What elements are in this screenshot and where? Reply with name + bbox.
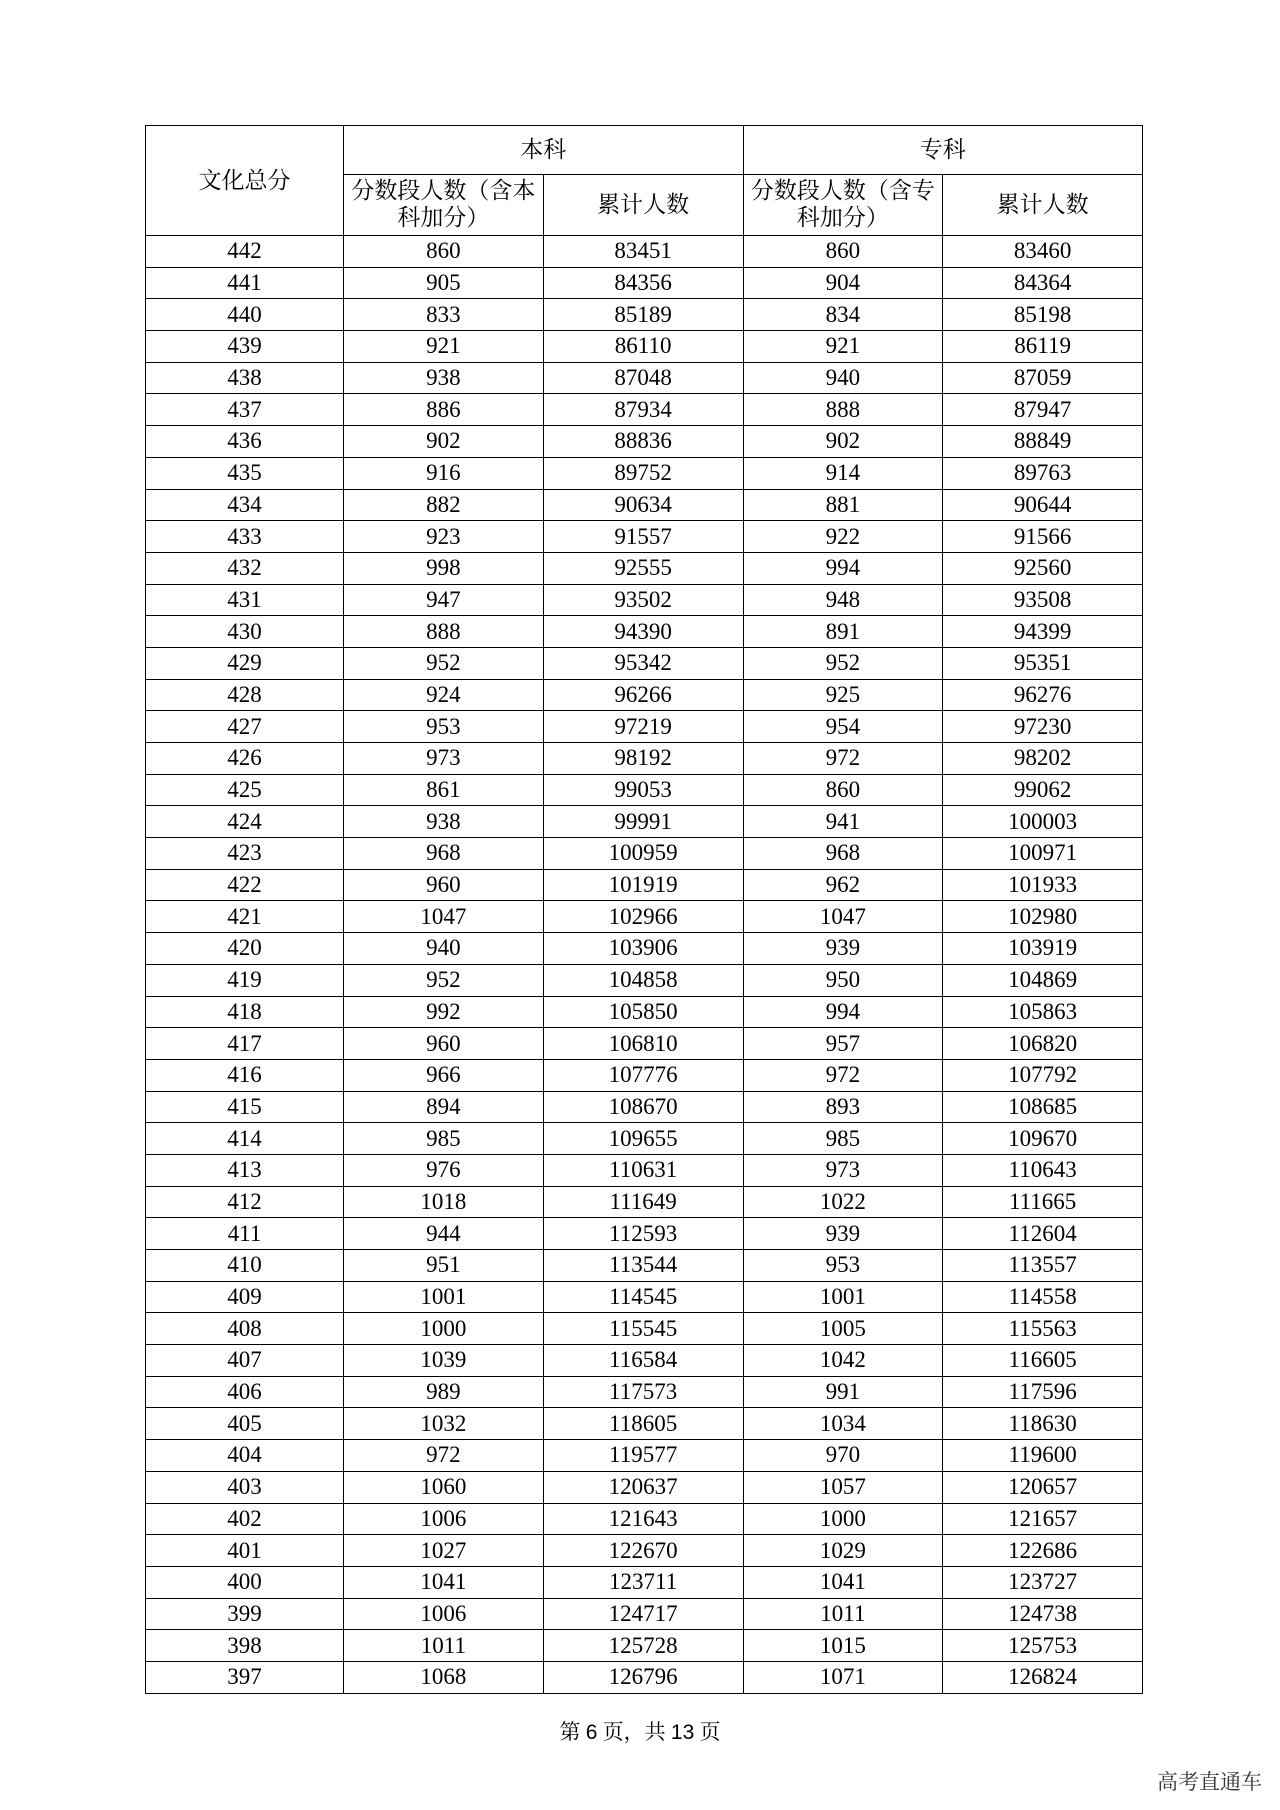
junior-segment-cell: 860 xyxy=(743,236,943,268)
junior-segment-cell: 904 xyxy=(743,267,943,299)
junior-cumulative-cell: 95351 xyxy=(943,647,1143,679)
undergrad-cumulative-cell: 112593 xyxy=(543,1218,743,1250)
table-row xyxy=(146,236,1143,268)
footer-prefix: 第 xyxy=(559,1720,581,1744)
junior-cumulative-cell: 126824 xyxy=(943,1661,1143,1693)
junior-cumulative-cell: 108685 xyxy=(943,1091,1143,1123)
junior-segment-cell: 1015 xyxy=(743,1630,943,1662)
table-row xyxy=(146,1630,1143,1662)
undergrad-segment-cell: 1041 xyxy=(344,1566,544,1598)
undergrad-cumulative-cell: 118605 xyxy=(543,1408,743,1440)
score-cell: 414 xyxy=(146,1123,344,1155)
score-cell: 420 xyxy=(146,933,344,965)
junior-segment-cell: 962 xyxy=(743,869,943,901)
table-row xyxy=(146,426,1143,458)
junior-cumulative-cell: 117596 xyxy=(943,1376,1143,1408)
table-row xyxy=(146,838,1143,870)
junior-segment-cell: 952 xyxy=(743,647,943,679)
score-cell: 423 xyxy=(146,838,344,870)
score-cell: 422 xyxy=(146,869,344,901)
undergrad-cumulative-cell: 125728 xyxy=(543,1630,743,1662)
undergrad-segment-cell: 1027 xyxy=(344,1535,544,1567)
junior-cumulative-cell: 121657 xyxy=(943,1503,1143,1535)
score-cell: 415 xyxy=(146,1091,344,1123)
junior-segment-cell: 1022 xyxy=(743,1186,943,1218)
undergrad-cumulative-cell: 110631 xyxy=(543,1154,743,1186)
junior-cumulative-cell: 112604 xyxy=(943,1218,1143,1250)
junior-segment-cell: 891 xyxy=(743,616,943,648)
undergrad-segment-cell: 1039 xyxy=(344,1345,544,1377)
table-row xyxy=(146,394,1143,426)
junior-segment-cell: 888 xyxy=(743,394,943,426)
junior-cumulative-cell: 115563 xyxy=(943,1313,1143,1345)
junior-segment-cell: 939 xyxy=(743,933,943,965)
undergrad-cumulative-cell: 126796 xyxy=(543,1661,743,1693)
junior-segment-cell: 902 xyxy=(743,426,943,458)
undergrad-segment-cell: 894 xyxy=(344,1091,544,1123)
score-cell: 442 xyxy=(146,236,344,268)
footer-total-pages: 13 xyxy=(670,1721,695,1744)
junior-cumulative-cell: 106820 xyxy=(943,1028,1143,1060)
undergrad-cumulative-cell: 113544 xyxy=(543,1250,743,1282)
table-row xyxy=(146,1313,1143,1345)
undergrad-cumulative-cell: 90634 xyxy=(543,489,743,521)
undergrad-segment-cell: 947 xyxy=(344,584,544,616)
score-cell: 427 xyxy=(146,711,344,743)
score-cell: 421 xyxy=(146,901,344,933)
undergrad-segment-cell: 951 xyxy=(344,1250,544,1282)
undergrad-cumulative-cell: 88836 xyxy=(543,426,743,458)
junior-cumulative-cell: 116605 xyxy=(943,1345,1143,1377)
junior-segment-cell: 957 xyxy=(743,1028,943,1060)
table-row xyxy=(146,1661,1143,1693)
undergrad-cumulative-cell: 103906 xyxy=(543,933,743,965)
junior-cumulative-cell: 87947 xyxy=(943,394,1143,426)
junior-cumulative-cell: 84364 xyxy=(943,267,1143,299)
score-cell: 408 xyxy=(146,1313,344,1345)
junior-segment-cell: 948 xyxy=(743,584,943,616)
table-row xyxy=(146,1186,1143,1218)
junior-segment-cell: 1011 xyxy=(743,1598,943,1630)
junior-cumulative-cell: 111665 xyxy=(943,1186,1143,1218)
undergrad-segment-cell: 952 xyxy=(344,964,544,996)
junior-cumulative-cell: 104869 xyxy=(943,964,1143,996)
junior-segment-cell: 1042 xyxy=(743,1345,943,1377)
footer-page-number: 6 xyxy=(585,1721,598,1744)
junior-segment-cell: 1005 xyxy=(743,1313,943,1345)
junior-segment-cell: 939 xyxy=(743,1218,943,1250)
score-cell: 413 xyxy=(146,1154,344,1186)
undergrad-cumulative-cell: 99991 xyxy=(543,806,743,838)
junior-cumulative-cell: 109670 xyxy=(943,1123,1143,1155)
junior-cumulative-cell: 86119 xyxy=(943,331,1143,363)
score-cell: 418 xyxy=(146,996,344,1028)
table-row xyxy=(146,1059,1143,1091)
undergrad-segment-cell: 938 xyxy=(344,362,544,394)
junior-segment-cell: 881 xyxy=(743,489,943,521)
score-cell: 406 xyxy=(146,1376,344,1408)
score-cell: 424 xyxy=(146,806,344,838)
undergrad-segment-cell: 860 xyxy=(344,236,544,268)
score-cell: 409 xyxy=(146,1281,344,1313)
junior-segment-cell: 972 xyxy=(743,1059,943,1091)
junior-segment-cell: 991 xyxy=(743,1376,943,1408)
undergrad-cumulative-cell: 114545 xyxy=(543,1281,743,1313)
junior-cumulative-cell: 118630 xyxy=(943,1408,1143,1440)
score-cell: 419 xyxy=(146,964,344,996)
junior-cumulative-cell: 83460 xyxy=(943,236,1143,268)
score-cell: 432 xyxy=(146,552,344,584)
table-body xyxy=(146,236,1143,1694)
table-row xyxy=(146,1218,1143,1250)
header-junior-cumulative: 累计人数 xyxy=(943,175,1143,236)
score-cell: 440 xyxy=(146,299,344,331)
table-row xyxy=(146,1091,1143,1123)
junior-cumulative-cell: 91566 xyxy=(943,521,1143,553)
undergrad-cumulative-cell: 121643 xyxy=(543,1503,743,1535)
junior-cumulative-cell: 90644 xyxy=(943,489,1143,521)
undergrad-cumulative-cell: 104858 xyxy=(543,964,743,996)
table-row xyxy=(146,774,1143,806)
score-cell: 410 xyxy=(146,1250,344,1282)
junior-segment-cell: 973 xyxy=(743,1154,943,1186)
score-cell: 441 xyxy=(146,267,344,299)
score-cell: 428 xyxy=(146,679,344,711)
score-cell: 429 xyxy=(146,647,344,679)
undergrad-segment-cell: 1060 xyxy=(344,1471,544,1503)
undergrad-cumulative-cell: 101919 xyxy=(543,869,743,901)
table-row xyxy=(146,933,1143,965)
undergrad-segment-cell: 976 xyxy=(344,1154,544,1186)
table-row xyxy=(146,679,1143,711)
score-distribution-table xyxy=(145,125,1143,1694)
junior-cumulative-cell: 122686 xyxy=(943,1535,1143,1567)
undergrad-cumulative-cell: 93502 xyxy=(543,584,743,616)
table-row xyxy=(146,964,1143,996)
junior-cumulative-cell: 97230 xyxy=(943,711,1143,743)
junior-cumulative-cell: 102980 xyxy=(943,901,1143,933)
junior-segment-cell: 970 xyxy=(743,1440,943,1472)
junior-cumulative-cell: 94399 xyxy=(943,616,1143,648)
table-header xyxy=(146,126,1143,236)
table-row xyxy=(146,552,1143,584)
undergrad-segment-cell: 1006 xyxy=(344,1598,544,1630)
table-row xyxy=(146,1250,1143,1282)
score-cell: 439 xyxy=(146,331,344,363)
undergrad-cumulative-cell: 119577 xyxy=(543,1440,743,1472)
table-row xyxy=(146,1123,1143,1155)
table-row xyxy=(146,806,1143,838)
undergrad-segment-cell: 992 xyxy=(344,996,544,1028)
junior-segment-cell: 940 xyxy=(743,362,943,394)
junior-segment-cell: 1034 xyxy=(743,1408,943,1440)
undergrad-cumulative-cell: 83451 xyxy=(543,236,743,268)
junior-segment-cell: 1057 xyxy=(743,1471,943,1503)
undergrad-segment-cell: 989 xyxy=(344,1376,544,1408)
table-row xyxy=(146,362,1143,394)
footer-middle: 页，共 xyxy=(602,1720,666,1744)
score-cell: 401 xyxy=(146,1535,344,1567)
undergrad-cumulative-cell: 96266 xyxy=(543,679,743,711)
undergrad-segment-cell: 1047 xyxy=(344,901,544,933)
score-cell: 435 xyxy=(146,457,344,489)
junior-cumulative-cell: 87059 xyxy=(943,362,1143,394)
table-row xyxy=(146,901,1143,933)
junior-cumulative-cell: 103919 xyxy=(943,933,1143,965)
table-row xyxy=(146,299,1143,331)
table-row xyxy=(146,1440,1143,1472)
table-row xyxy=(146,1503,1143,1535)
junior-segment-cell: 1071 xyxy=(743,1661,943,1693)
junior-segment-cell: 1029 xyxy=(743,1535,943,1567)
junior-cumulative-cell: 96276 xyxy=(943,679,1143,711)
undergrad-cumulative-cell: 120637 xyxy=(543,1471,743,1503)
undergrad-segment-cell: 960 xyxy=(344,869,544,901)
page-footer xyxy=(0,1716,1280,1746)
junior-cumulative-cell: 92560 xyxy=(943,552,1143,584)
junior-cumulative-cell: 100971 xyxy=(943,838,1143,870)
score-cell: 412 xyxy=(146,1186,344,1218)
undergrad-segment-cell: 833 xyxy=(344,299,544,331)
undergrad-segment-cell: 923 xyxy=(344,521,544,553)
junior-segment-cell: 1000 xyxy=(743,1503,943,1535)
score-cell: 433 xyxy=(146,521,344,553)
score-cell: 400 xyxy=(146,1566,344,1598)
undergrad-segment-cell: 1000 xyxy=(344,1313,544,1345)
junior-segment-cell: 914 xyxy=(743,457,943,489)
undergrad-cumulative-cell: 111649 xyxy=(543,1186,743,1218)
table-row xyxy=(146,1028,1143,1060)
junior-segment-cell: 1047 xyxy=(743,901,943,933)
undergrad-cumulative-cell: 100959 xyxy=(543,838,743,870)
table-row xyxy=(146,331,1143,363)
header-junior-segment: 分数段人数（含专科加分） xyxy=(743,175,943,236)
junior-segment-cell: 893 xyxy=(743,1091,943,1123)
undergrad-segment-cell: 916 xyxy=(344,457,544,489)
undergrad-cumulative-cell: 87934 xyxy=(543,394,743,426)
junior-cumulative-cell: 120657 xyxy=(943,1471,1143,1503)
junior-cumulative-cell: 107792 xyxy=(943,1059,1143,1091)
undergrad-segment-cell: 998 xyxy=(344,552,544,584)
table-row xyxy=(146,1345,1143,1377)
junior-segment-cell: 954 xyxy=(743,711,943,743)
watermark-text: 高考直通车 xyxy=(1157,1770,1262,1794)
junior-cumulative-cell: 124738 xyxy=(943,1598,1143,1630)
score-cell: 417 xyxy=(146,1028,344,1060)
score-cell: 434 xyxy=(146,489,344,521)
score-cell: 397 xyxy=(146,1661,344,1693)
junior-cumulative-cell: 93508 xyxy=(943,584,1143,616)
score-cell: 430 xyxy=(146,616,344,648)
score-cell: 425 xyxy=(146,774,344,806)
junior-segment-cell: 1001 xyxy=(743,1281,943,1313)
junior-cumulative-cell: 119600 xyxy=(943,1440,1143,1472)
undergrad-cumulative-cell: 87048 xyxy=(543,362,743,394)
junior-cumulative-cell: 88849 xyxy=(943,426,1143,458)
junior-cumulative-cell: 114558 xyxy=(943,1281,1143,1313)
table-row xyxy=(146,1376,1143,1408)
undergrad-cumulative-cell: 85189 xyxy=(543,299,743,331)
undergrad-cumulative-cell: 123711 xyxy=(543,1566,743,1598)
table-row xyxy=(146,1471,1143,1503)
score-cell: 403 xyxy=(146,1471,344,1503)
undergrad-segment-cell: 960 xyxy=(344,1028,544,1060)
junior-segment-cell: 922 xyxy=(743,521,943,553)
junior-segment-cell: 968 xyxy=(743,838,943,870)
undergrad-segment-cell: 953 xyxy=(344,711,544,743)
header-undergrad-cumulative: 累计人数 xyxy=(543,175,743,236)
undergrad-segment-cell: 861 xyxy=(344,774,544,806)
table-row xyxy=(146,1535,1143,1567)
undergrad-cumulative-cell: 122670 xyxy=(543,1535,743,1567)
table-row xyxy=(146,647,1143,679)
junior-cumulative-cell: 105863 xyxy=(943,996,1143,1028)
score-cell: 411 xyxy=(146,1218,344,1250)
score-cell: 431 xyxy=(146,584,344,616)
header-undergrad-segment: 分数段人数（含本科加分） xyxy=(344,175,544,236)
table-row xyxy=(146,711,1143,743)
undergrad-cumulative-cell: 94390 xyxy=(543,616,743,648)
score-cell: 416 xyxy=(146,1059,344,1091)
header-total-score: 文化总分 xyxy=(146,126,344,236)
undergrad-cumulative-cell: 91557 xyxy=(543,521,743,553)
undergrad-cumulative-cell: 107776 xyxy=(543,1059,743,1091)
table-row xyxy=(146,521,1143,553)
undergrad-segment-cell: 905 xyxy=(344,267,544,299)
table-row xyxy=(146,1154,1143,1186)
undergrad-segment-cell: 902 xyxy=(344,426,544,458)
header-undergrad: 本科 xyxy=(344,126,744,175)
undergrad-cumulative-cell: 86110 xyxy=(543,331,743,363)
junior-segment-cell: 985 xyxy=(743,1123,943,1155)
undergrad-segment-cell: 1011 xyxy=(344,1630,544,1662)
junior-segment-cell: 860 xyxy=(743,774,943,806)
undergrad-cumulative-cell: 106810 xyxy=(543,1028,743,1060)
undergrad-segment-cell: 968 xyxy=(344,838,544,870)
undergrad-segment-cell: 882 xyxy=(344,489,544,521)
score-cell: 438 xyxy=(146,362,344,394)
junior-segment-cell: 941 xyxy=(743,806,943,838)
junior-segment-cell: 994 xyxy=(743,996,943,1028)
undergrad-segment-cell: 886 xyxy=(344,394,544,426)
table-row xyxy=(146,267,1143,299)
junior-cumulative-cell: 113557 xyxy=(943,1250,1143,1282)
undergrad-segment-cell: 973 xyxy=(344,743,544,775)
undergrad-cumulative-cell: 102966 xyxy=(543,901,743,933)
table-row xyxy=(146,996,1143,1028)
undergrad-segment-cell: 938 xyxy=(344,806,544,838)
undergrad-cumulative-cell: 95342 xyxy=(543,647,743,679)
score-cell: 437 xyxy=(146,394,344,426)
junior-cumulative-cell: 98202 xyxy=(943,743,1143,775)
junior-cumulative-cell: 123727 xyxy=(943,1566,1143,1598)
table-row xyxy=(146,1408,1143,1440)
table-row xyxy=(146,489,1143,521)
table-row xyxy=(146,1281,1143,1313)
junior-cumulative-cell: 100003 xyxy=(943,806,1143,838)
table-row xyxy=(146,869,1143,901)
undergrad-segment-cell: 888 xyxy=(344,616,544,648)
junior-cumulative-cell: 85198 xyxy=(943,299,1143,331)
junior-cumulative-cell: 89763 xyxy=(943,457,1143,489)
score-cell: 402 xyxy=(146,1503,344,1535)
undergrad-cumulative-cell: 92555 xyxy=(543,552,743,584)
junior-segment-cell: 921 xyxy=(743,331,943,363)
junior-cumulative-cell: 110643 xyxy=(943,1154,1143,1186)
undergrad-cumulative-cell: 124717 xyxy=(543,1598,743,1630)
junior-segment-cell: 950 xyxy=(743,964,943,996)
undergrad-cumulative-cell: 105850 xyxy=(543,996,743,1028)
undergrad-segment-cell: 921 xyxy=(344,331,544,363)
undergrad-segment-cell: 966 xyxy=(344,1059,544,1091)
table-row xyxy=(146,743,1143,775)
junior-segment-cell: 972 xyxy=(743,743,943,775)
undergrad-segment-cell: 924 xyxy=(344,679,544,711)
undergrad-cumulative-cell: 116584 xyxy=(543,1345,743,1377)
score-cell: 426 xyxy=(146,743,344,775)
undergrad-segment-cell: 940 xyxy=(344,933,544,965)
footer-suffix: 页 xyxy=(699,1720,721,1744)
junior-cumulative-cell: 99062 xyxy=(943,774,1143,806)
undergrad-cumulative-cell: 84356 xyxy=(543,267,743,299)
undergrad-segment-cell: 952 xyxy=(344,647,544,679)
junior-segment-cell: 1041 xyxy=(743,1566,943,1598)
junior-segment-cell: 953 xyxy=(743,1250,943,1282)
undergrad-cumulative-cell: 117573 xyxy=(543,1376,743,1408)
undergrad-segment-cell: 1068 xyxy=(344,1661,544,1693)
junior-cumulative-cell: 125753 xyxy=(943,1630,1143,1662)
junior-segment-cell: 925 xyxy=(743,679,943,711)
junior-segment-cell: 834 xyxy=(743,299,943,331)
table-row xyxy=(146,457,1143,489)
undergrad-cumulative-cell: 98192 xyxy=(543,743,743,775)
score-cell: 404 xyxy=(146,1440,344,1472)
undergrad-cumulative-cell: 99053 xyxy=(543,774,743,806)
score-cell: 436 xyxy=(146,426,344,458)
score-cell: 399 xyxy=(146,1598,344,1630)
score-cell: 407 xyxy=(146,1345,344,1377)
header-junior: 专科 xyxy=(743,126,1143,175)
undergrad-segment-cell: 1001 xyxy=(344,1281,544,1313)
undergrad-cumulative-cell: 109655 xyxy=(543,1123,743,1155)
undergrad-segment-cell: 985 xyxy=(344,1123,544,1155)
table-row xyxy=(146,616,1143,648)
undergrad-cumulative-cell: 97219 xyxy=(543,711,743,743)
undergrad-segment-cell: 1006 xyxy=(344,1503,544,1535)
undergrad-segment-cell: 944 xyxy=(344,1218,544,1250)
table-row xyxy=(146,584,1143,616)
undergrad-cumulative-cell: 115545 xyxy=(543,1313,743,1345)
junior-segment-cell: 994 xyxy=(743,552,943,584)
undergrad-cumulative-cell: 89752 xyxy=(543,457,743,489)
undergrad-segment-cell: 1018 xyxy=(344,1186,544,1218)
score-cell: 398 xyxy=(146,1630,344,1662)
undergrad-segment-cell: 1032 xyxy=(344,1408,544,1440)
score-cell: 405 xyxy=(146,1408,344,1440)
undergrad-segment-cell: 972 xyxy=(344,1440,544,1472)
undergrad-cumulative-cell: 108670 xyxy=(543,1091,743,1123)
table-row xyxy=(146,1598,1143,1630)
junior-cumulative-cell: 101933 xyxy=(943,869,1143,901)
table-row xyxy=(146,1566,1143,1598)
